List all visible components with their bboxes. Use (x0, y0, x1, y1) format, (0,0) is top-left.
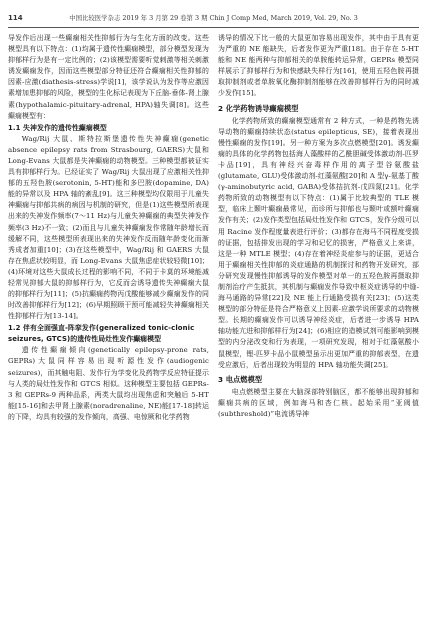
left-column (8, 33, 209, 423)
journal-title: 中国比较医学杂志 2019 年 3 月第 29 卷第 3 期 Chin J Comp Med, March 2019, Vol. 29, No. 3 (69, 14, 358, 22)
subsection-heading: 1.1 失神发作的遗传性癫痫模型 (8, 123, 107, 132)
paragraph: 导发作后出现一些癫痫相关性抑郁行为与生化方面的改变。这些模型具有以下特点：(1)均属于遗传性癫痫模型，部分模型发现为抑郁样行为是有一定比例的；(2)该模型需要听觉刺激等相关刺激诱发癫痫发作，因而这些模型部分特征还符合癫痫相关性抑郁的因素-应激(diathesis-stress)学说[1]，该学说认为发作等应激因素增加患抑郁的风险，模型的生化标记表现为下丘脑-垂体-肾上腺素(hypothalamic-pituitary-adrenal, HPA)轴失调[8]。这些癫痫模型有： (8, 34, 209, 120)
paragraph: 遗传性癫痫倾向(genetically epilepsy-prone rats, GEPRs)大鼠同样容易出现听源性发作(audiogenic seizures)，而其触电阻、发作行为学变化及药物学反应特征提示与人类的局灶性发作和 GTCS 相似。这种模型主要包括 GEPRs-3 和 GEPRs-9 两种品系，两类大鼠均出现焦虑和突触后 5-HT 能[15-16]和去甲肾上腺素(noradrenaline, NE)能[17-18]转运的下降，均具有较强的发作倾向，高强、电惊厥和化学药物 (8, 346, 209, 421)
page-header (8, 11, 419, 25)
paragraph: 化学药物所致的癫痫模型通常有 2 种方式，一种是药物先诱导动物的癫痫持续状态(status epilepticus, SE)，接着表现出慢性癫痫的发作[19]。另一种方案为多次点燃模型[20]。诱发癫痫的具体的化学药物包括海人藻酸样的乙酰胆碱受体激动剂-匹罗卡品[19]，具有神经兴奋毒样作用的离子型谷氨酸盐(glutamate, GLU)受体激动剂-红藻氨酸[20]和 A 型γ-氨基丁酸(γ-aminobutyric acid, GABA)受体拮抗剂-戊四氮[21]。化学药物所致的动物模型有以下特点：(1)属于比较典型的 TLE 模型，临床上颞叶癫痫最常见，而诊所与抑郁也与颞叶或额叶癫痫发作有关；(2)发作类型包括局灶性发作和 GTCS，发作分级可以用 Racine 发作程度量表进行评价；(3)都存在海马不同程度受损的证据，包括排发出现的学习和记忆的损害，严格意义上来讲，这是一种 MTLE 模型；(4)存在着神经炎症参与的证据，更适合用于癫痫相关性抑郁的炎症通路的机制探讨和药物开发研究，部分研究发现慢性抑郁诱导的发作模型对单一的五羟色胺再摄取抑制剂治疗产生抵抗，其机制与癫痫发作导致中枢炎症诱导的中缝-海马通路的异常[22]及 NE 能上行通路受损有关[23]；(5)这类模型的部分特征是符合严格意义上因素-应激学说所要求的动物模型。长期的癫痫发作可以诱导神经炎症，后者进一步诱导 HPA 轴功能亢进和抑郁样行为[24]；(6)相应的造模试剂可能影响到模型的内分泌改变和行为表现，一项研究发现，相对于红藻氨酸小鼠模型，锂-匹罗卡品小鼠模型虽示出更加严重的抑郁表型，在遗受应激后，后者出现较为明显的 HPA 轴功能失调[25]。 (218, 116, 419, 369)
paragraph: Wag/Rij 大鼠、斯特拉斯堡遗传性失神癫痫(genetic absence epilepsy rats from Strasbourg, GAERS)大鼠和 Long-Evans 大鼠都是失神癫痫的动物模型。三种模型都被证实具有抑郁样行为。已经证实了 Wag/Rij 大鼠出现了应激相关性抑郁的五羟色胺(serotonin, 5-HT)能和多巴胺(dopamine, DA)能的异常以及 HPA 轴的紊乱[9]。这三种模型均仅限用于儿童失神癫痫与抑郁共病的病因与机制的研究，但是(1)这些模型所表现出来的失神发作频率(7～11 Hz)与儿童失神癫痫的典型失神发作频率(3 Hz)不一致；(2)而且与儿童失神癫痫发作常随年龄增长而缓解不同，这些模型所表现出来的失神发作反而随年龄变化而渐秀成者加重[10]；(3)在这些模型中，Wag/Rij 和 GAERS 大鼠存在焦虑状较明显，而 Long-Evans 大鼠焦虑症状较轻微[10]；(4)环境对这些大鼠成长过程的影响不同，不同于卡莫的环境能减轻常见抑郁大鼠的抑郁样行为，它反而会诱导遗传失神癫痫大鼠的抑郁样行为[11]；(5)抗癫痫药物丙戊酸能够减少癫痫发作的同时改善抑郁样行为[12]；(6)早期照顾干预可能减轻失神癫痫相关性抑郁样行为[13-14]。 (8, 134, 209, 321)
header-rule (8, 27, 419, 28)
section-heading: 3 电点燃模型 (218, 374, 263, 384)
right-column (218, 33, 419, 420)
section-heading: 2 化学药物诱导癫痫模型 (218, 103, 299, 113)
page-number: 114 (8, 14, 23, 22)
paragraph: 诱导的情况下比一般的大鼠更加容易出现发作，其中由于具有更为严重的 NE 能缺失，后者发作更为严重[18]。由于存在 5-HT 能和 NE 能两种与抑郁相关的单胺能转运异常，GEPRs 模型同样展示了抑郁样行为和快感缺失样行为[16]，使用五羟色胺再摄取抑制剂或者单胺氧化酶抑制剂能够在改善抑郁样行为的同时减少发作[15]。 (218, 34, 419, 98)
paragraph: 电点燃模型主要在大脑深部特别脑区，都不能够出现抑郁和癫痫共病的区域，例如海马和杏仁核。起始采用“亚阀值(subthreshold)”电流诱导神 (218, 387, 419, 418)
subsection-heading: 1.2 伴有全面强直-阵挛发作(generalized tonic-clonic seizures, GTCS)的遗传性局灶性发作癫痫模型 (8, 324, 195, 344)
